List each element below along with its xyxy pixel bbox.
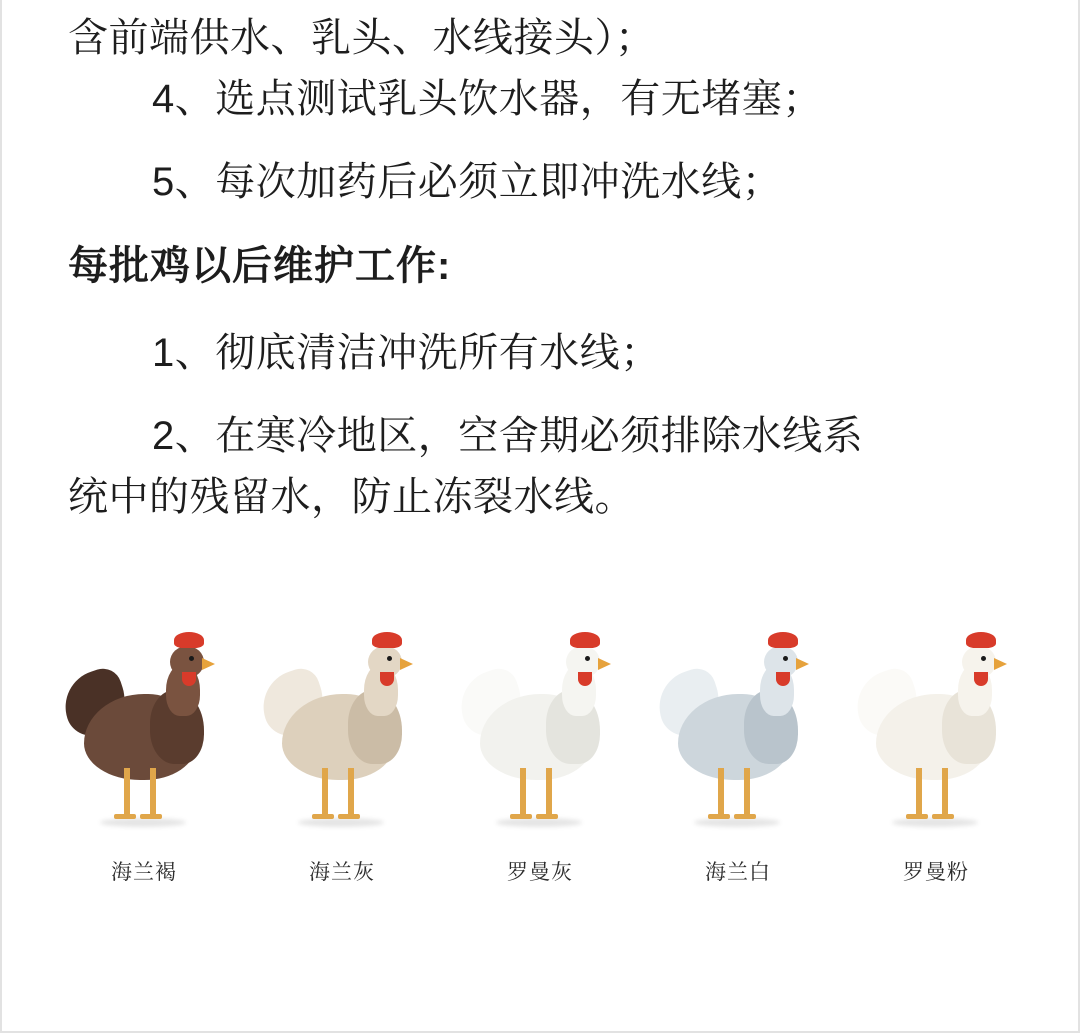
- beak-icon: [400, 658, 413, 670]
- breed-label: 海兰褐: [111, 861, 177, 885]
- foot: [932, 814, 954, 819]
- beak-icon: [994, 658, 1007, 670]
- breed-label: 罗曼灰: [507, 861, 573, 885]
- hen-4: [850, 616, 1022, 848]
- beak-icon: [796, 658, 809, 670]
- shadow: [100, 818, 186, 827]
- foot: [338, 814, 360, 819]
- foot: [906, 814, 928, 819]
- comb-icon: [570, 632, 600, 648]
- shadow: [496, 818, 582, 827]
- shadow: [694, 818, 780, 827]
- breed-label: 海兰白: [705, 861, 771, 885]
- comb-icon: [768, 632, 798, 648]
- leg: [916, 768, 922, 816]
- paragraph: 1、彻底清洁冲洗所有水线；: [152, 330, 661, 375]
- shadow: [892, 818, 978, 827]
- paragraph: 2、在寒冷地区，空舍期必须排除水线系: [152, 413, 864, 458]
- shadow: [298, 818, 384, 827]
- beak-icon: [598, 658, 611, 670]
- hen-2: [454, 616, 626, 848]
- leg: [150, 768, 156, 816]
- chicken-icon: [652, 616, 824, 848]
- comb-icon: [966, 632, 996, 648]
- paragraph: 含前端供水、乳头、水线接头）；: [68, 16, 656, 60]
- foot: [536, 814, 558, 819]
- foot: [140, 814, 162, 819]
- comb-icon: [372, 632, 402, 648]
- foot: [734, 814, 756, 819]
- leg: [546, 768, 552, 816]
- breed-item: [850, 616, 1022, 886]
- foot: [114, 814, 136, 819]
- leg: [322, 768, 328, 816]
- chicken-icon: [256, 616, 428, 848]
- hen-3: [652, 616, 824, 848]
- leg: [942, 768, 948, 816]
- chicken-icon: [454, 616, 626, 848]
- leg: [520, 768, 526, 816]
- hen-0: [58, 616, 230, 848]
- chicken-icon: [850, 616, 1022, 848]
- breed-item: [58, 616, 230, 886]
- paragraph: 统中的残留水，防止冻裂水线。: [68, 475, 635, 520]
- paragraph: 4、选点测试乳头饮水器，有无堵塞；: [152, 77, 823, 122]
- document-body: [2, 0, 1078, 528]
- foot: [510, 814, 532, 819]
- comb-icon: [174, 632, 204, 648]
- section-heading: 每批鸡以后维护工作:: [68, 243, 452, 288]
- chicken-icon: [58, 616, 230, 848]
- hen-1: [256, 616, 428, 848]
- leg: [718, 768, 724, 816]
- breed-label: 海兰灰: [309, 861, 375, 885]
- leg: [744, 768, 750, 816]
- breed-item: [454, 616, 626, 886]
- foot: [312, 814, 334, 819]
- beak-icon: [202, 658, 215, 670]
- leg: [124, 768, 130, 816]
- breed-label: 罗曼粉: [903, 861, 969, 885]
- breed-gallery: [2, 596, 1078, 886]
- breed-item: [256, 616, 428, 886]
- paragraph: 5、每次加药后必须立即冲洗水线；: [152, 160, 783, 205]
- breed-item: [652, 616, 824, 886]
- leg: [348, 768, 354, 816]
- foot: [708, 814, 730, 819]
